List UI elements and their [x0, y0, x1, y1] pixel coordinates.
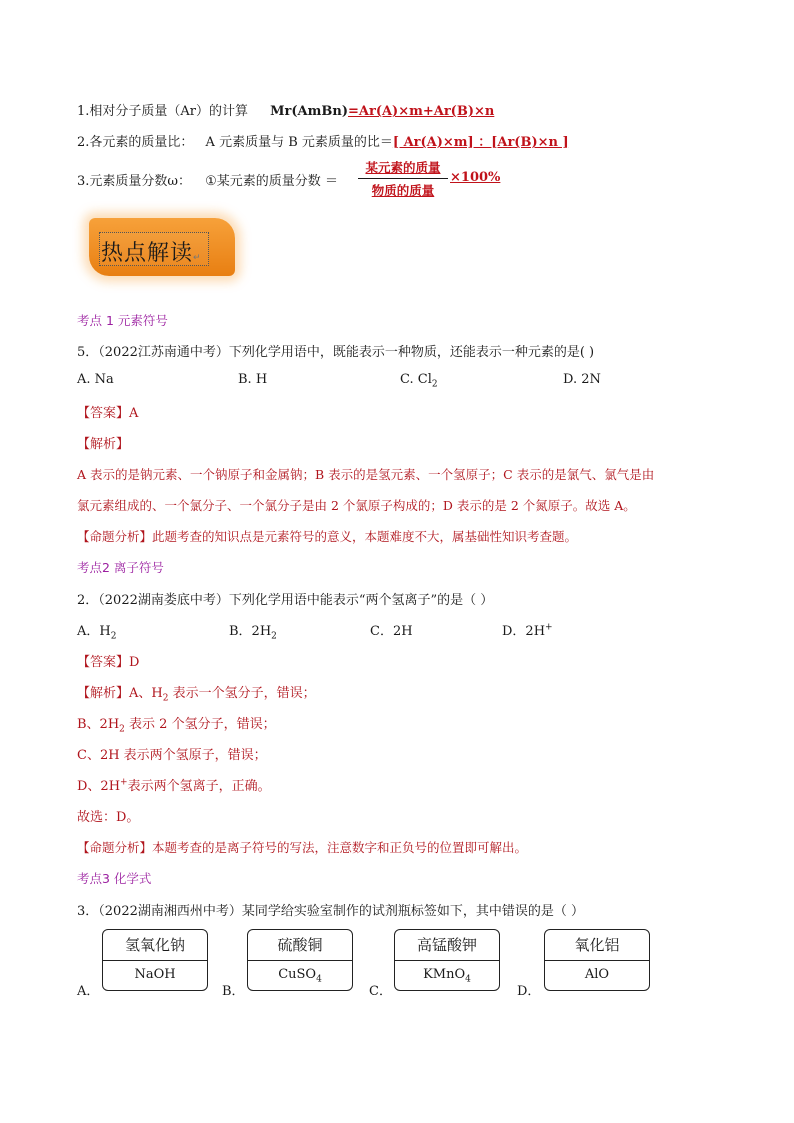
formula-1-label: 1.相对分子质量（Ar）的计算 [77, 104, 249, 119]
banner-title: 热点解读↵ [101, 241, 202, 266]
reagent-label-b-name: 硫酸铜 [248, 930, 352, 961]
formula-3-label: 3.元素质量分数ω： [77, 174, 192, 189]
section-3-option-b-letter: B． [222, 984, 245, 999]
section-1-analysis-line-2: 氯元素组成的、一个氯分子、一个氯分子是由 2 个氯原子构成的；D 表示的是 2 个氮原子。故选 A。 [77, 498, 636, 513]
section-2-question: 2．（2022湖南娄底中考）下列化学用语中能表示“两个氢离子”的是（ ） [77, 593, 494, 608]
formula-line-2 [77, 131, 569, 150]
section-2-analysis-line-3: C、2H 表示两个氢原子，错误； [77, 748, 267, 763]
return-mark-icon: ↵ [193, 253, 202, 263]
section-2-option-b: B．$2H_2$ [229, 624, 277, 642]
section-1-heading: 考点 1 元素符号 [77, 313, 168, 328]
reagent-label-c-name: 高锰酸钾 [395, 930, 499, 961]
reagent-label-c [394, 929, 500, 991]
section-1-option-b: B. H [238, 372, 268, 387]
formula-1-mr: Mr(AmBn) [270, 104, 348, 119]
section-1-analysis-line-1: A 表示的是钠元素、一个钠原子和金属钠；B 表示的是氢元素、一个氢原子；C 表示的是氯气、氯气是由 [77, 467, 655, 482]
reagent-label-b-formula: CuSO$_4$ [278, 967, 322, 985]
section-2-heading: 考点2 离子符号 [77, 560, 164, 575]
reagent-label-a-name: 氢氧化钠 [103, 930, 207, 961]
reagent-label-a [102, 929, 208, 991]
hot-topic-banner [89, 218, 235, 276]
reagent-label-b [247, 929, 353, 991]
section-2-analysis-line-4: D、2H+表示两个氢离子，正确。 [77, 777, 271, 794]
reagent-label-d-name: 氧化铝 [545, 930, 649, 961]
formula-2-expression: [ Ar(A)×m] ：[Ar(B)×n ] [392, 135, 569, 150]
section-2-option-d: D．2H+ [502, 622, 553, 639]
section-2-analysis-line-2: B、$2H_2$ 表示 2 个氢分子，错误； [77, 717, 276, 735]
section-3-option-c-letter: C． [369, 984, 392, 999]
fraction-numerator: 某元素的质量 [365, 160, 441, 175]
section-1-summary: 【命题分析】此题考查的知识点是元素符号的意义，本题难度不大，属基础性知识考查题。 [77, 529, 578, 544]
section-2-option-c: C．2H [370, 624, 413, 639]
formula-1-expression: =Ar(A)×m+Ar(B)×n [347, 104, 495, 119]
formula-2-label: 2.各元素的质量比： [77, 135, 194, 150]
section-2-summary: 【命题分析】本题考查的是离子符号的写法，注意数字和正负号的位置即可解出。 [77, 840, 528, 855]
section-2-option-a: A．$H_2$ [77, 624, 117, 642]
reagent-label-d [544, 929, 650, 991]
reagent-label-a-formula: NaOH [134, 967, 176, 982]
section-1-analysis-label: 【解析】 [77, 437, 130, 452]
fraction-bar [358, 178, 448, 179]
reagent-label-c-formula: KMnO$_4$ [423, 967, 471, 985]
section-3-option-a-letter: A． [77, 984, 100, 999]
section-1-option-c: C. $Cl_2$ [400, 372, 438, 390]
section-3-heading: 考点3 化学式 [77, 871, 152, 886]
fraction-denominator: 物质的质量 [371, 183, 435, 198]
formula-line-1 [77, 100, 494, 119]
formula-3-text: ①某元素的质量分数 ＝ [205, 174, 338, 189]
section-1-question: 5．（2022江苏南通中考）下列化学用语中，既能表示一种物质，还能表示一种元素的是( ) [77, 345, 595, 360]
section-3-question: 3．（2022湖南湘西州中考）某同学给实验室制作的试剂瓶标签如下，其中错误的是（ ） [77, 904, 584, 919]
formula-2-text: A 元素质量与 B 元素质量的比＝ [205, 135, 393, 150]
section-1-option-a: A. Na [77, 372, 114, 387]
reagent-label-d-formula: AlO [584, 967, 610, 982]
section-3-option-d-letter: D． [517, 984, 541, 999]
formula-line-3 [77, 170, 338, 189]
fraction-tail: ×100% [450, 170, 501, 185]
section-1-option-d: D. 2N [563, 372, 601, 387]
mass-fraction-formula [358, 158, 448, 199]
section-2-answer: 【答案】D [77, 655, 140, 670]
section-1-answer: 【答案】A [77, 406, 139, 421]
section-2-analysis-line-1: 【解析】A、$H_2$ 表示一个氢分子，错误； [77, 686, 316, 704]
section-2-conclusion: 故选：D。 [77, 810, 140, 825]
